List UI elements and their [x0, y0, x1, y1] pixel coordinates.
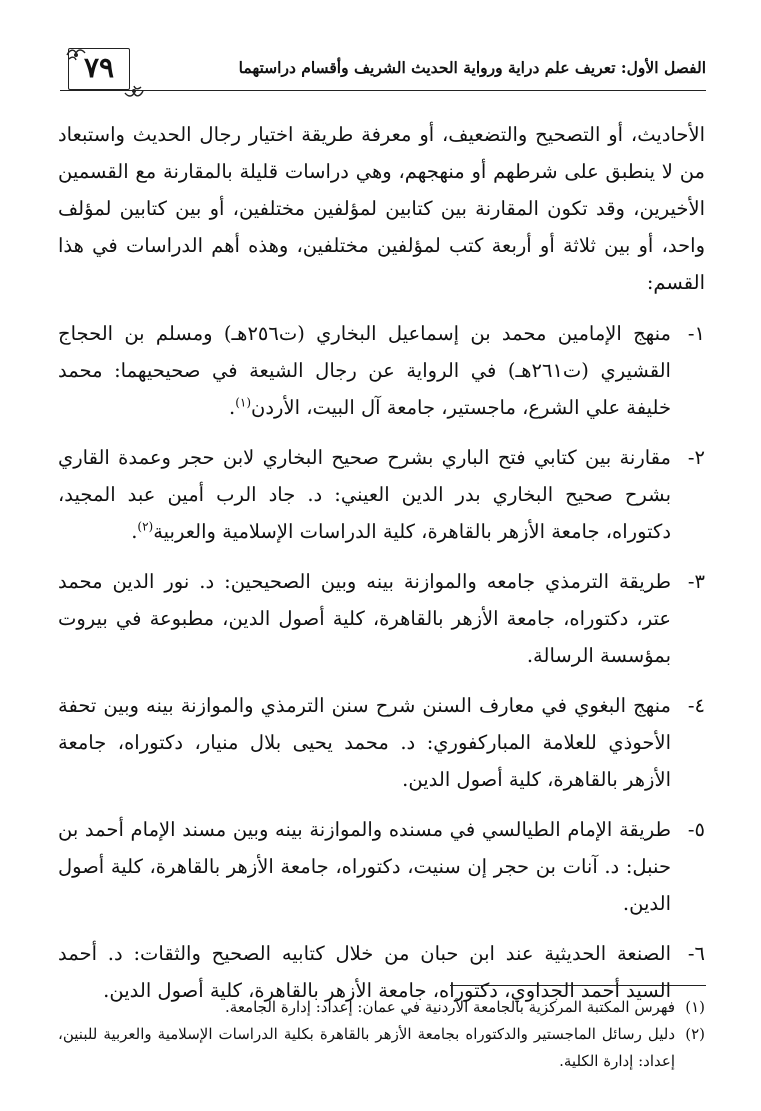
list-item-text: طريقة الترمذي جامعه والموازنة بينه وبين الصحيحين: د. نور الدين محمد عتر، دكتوراه، جامعة الأزهر بالقاهرة، كلية أصول الدين، مطبوعة في بيروت بمؤسسة الرسالة.: [58, 570, 671, 667]
list-item-text: طريقة الإمام الطيالسي في مسنده والموازنة بينه وبين مسند الإمام أحمد بن حنبل: د. آنات بن حجر إن سنيت، دكتوراه، جامعة الأزهر بالقاهرة، كلية أصول الدين.: [58, 818, 671, 915]
page-number-box: [68, 48, 130, 90]
intro-paragraph: الأحاديث، أو التصحيح والتضعيف، أو معرفة طريقة اختيار رجال الحديث واستبعاد من لا ينطبق على شرطهم أو منهجهم، وهي دراسات قليلة بالمقارنة مع القسمين الأخيرين، وقد تكون المقارنة بين كتابين لمؤلفين مختلفين، أو بين كتابين لمؤلف واحد، أو بين ثلاثة أو أربعة كتب لمؤلفين مختلفين، وهذه أهم الدراسات في هذا القسم:: [58, 123, 705, 294]
list-item-text: منهج البغوي في معارف السنن شرح سنن الترمذي والموازنة بينه وبين تحفة الأحوذي للعلامة المباركفوري: د. محمد يحيى بلال منيار، دكتوراه، جامعة الأزهر بالقاهرة، كلية أصول الدين.: [58, 694, 671, 791]
study-list: [58, 315, 705, 1009]
footnote-ref: (١): [235, 395, 252, 410]
list-item-number: ٦-: [687, 942, 705, 965]
footnotes: [58, 994, 705, 1075]
corner-ornament-icon: [123, 83, 145, 99]
list-item-end: .: [131, 520, 138, 543]
list-item-text: الصنعة الحديثية عند ابن حبان من خلال كتابيه الصحيح والثقات: د. أحمد السيد أحمد الجداوي، دكتوراه، جامعة الأزهر بالقاهرة، كلية أصول الدين.: [58, 942, 671, 1002]
running-title: الفصل الأول: تعريف علم دراية ورواية الحديث الشريف وأقسام دراستهما: [238, 58, 706, 77]
footnote-text: فهرس المكتبة المركزية بالجامعة الأردنية في عمان: إعداد: إدارة الجامعة.: [225, 998, 675, 1016]
footnote-text: دليل رسائل الماجستير والدكتوراه بجامعة الأزهر بالقاهرة بكلية الدراسات الإسلامية والعربية للبنين، إعداد: إدارة الكلية.: [58, 1025, 675, 1070]
list-item-number: ٣-: [687, 570, 705, 593]
main-text: [58, 116, 705, 1022]
list-item: [58, 811, 705, 922]
list-item-text: مقارنة بين كتابي فتح الباري بشرح صحيح البخاري لابن حجر وعمدة القاري بشرح صحيح البخاري بدر الدين العيني: د. جاد الرب أمين عبد المجيد، دكتوراه، جامعة الأزهر بالقاهرة، كلية الدراسات الإسلامية والعربية: [58, 446, 671, 543]
list-item: [58, 687, 705, 798]
page-header: [60, 40, 706, 94]
list-item: [58, 439, 705, 550]
list-item-number: ١-: [687, 322, 705, 345]
footnote-number: (١): [685, 998, 705, 1016]
footnote: [58, 994, 705, 1021]
footnote-number: (٢): [685, 1025, 705, 1043]
page-number: ٧٩: [83, 51, 115, 84]
footnote: [58, 1021, 705, 1075]
list-item-number: ٤-: [687, 694, 705, 717]
list-item-number: ٥-: [687, 818, 705, 841]
list-item-text: منهج الإمامين محمد بن إسماعيل البخاري (ت٢٥٦هـ) ومسلم بن الحجاج القشيري (ت٢٦١هـ) في الرواية عن رجال الشيعة في صحيحيهما: محمد خليفة علي الشرع، ماجستير، جامعة آل البيت، الأردن: [58, 322, 671, 419]
list-item-number: ٢-: [687, 446, 705, 469]
header-divider: [60, 90, 706, 91]
list-item: [58, 315, 705, 426]
footnote-divider: [450, 985, 706, 986]
list-item-end: .: [229, 396, 236, 419]
list-item: [58, 563, 705, 674]
footnote-ref: (٢): [137, 519, 154, 534]
